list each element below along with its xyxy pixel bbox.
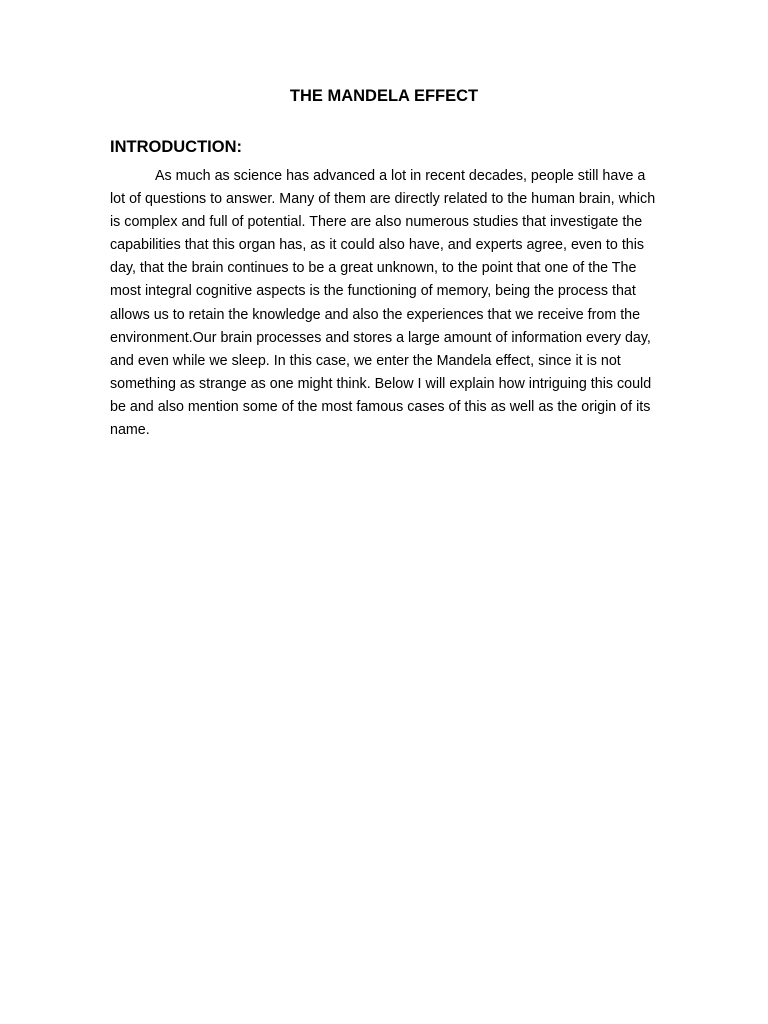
section-heading-introduction: INTRODUCTION: [110, 138, 242, 156]
introduction-paragraph: As much as science has advanced a lot in recent decades, people still have a lot of questions to answer. Many of them are directly related to the human brain, which is complex and full of potential. There are also numerous studies that investigate the capabilities that this organ has, as it could also have, and experts agree, even to this day, that the brain continues to be a great unknown, to the point that one of the The most integral cognitive aspects is the functioning of memory, being the process that allows us to retain the knowledge and also the experiences that we receive from the environment.Our brain processes and stores a large amount of information every day, and even while we sleep. In this case, we enter the Mandela effect, since it is not something as strange as one might think. Below I will explain how intriguing this could be and also mention some of the most famous cases of this as well as the origin of its name. [110, 168, 656, 439]
document-title: THE MANDELA EFFECT [289, 87, 479, 105]
